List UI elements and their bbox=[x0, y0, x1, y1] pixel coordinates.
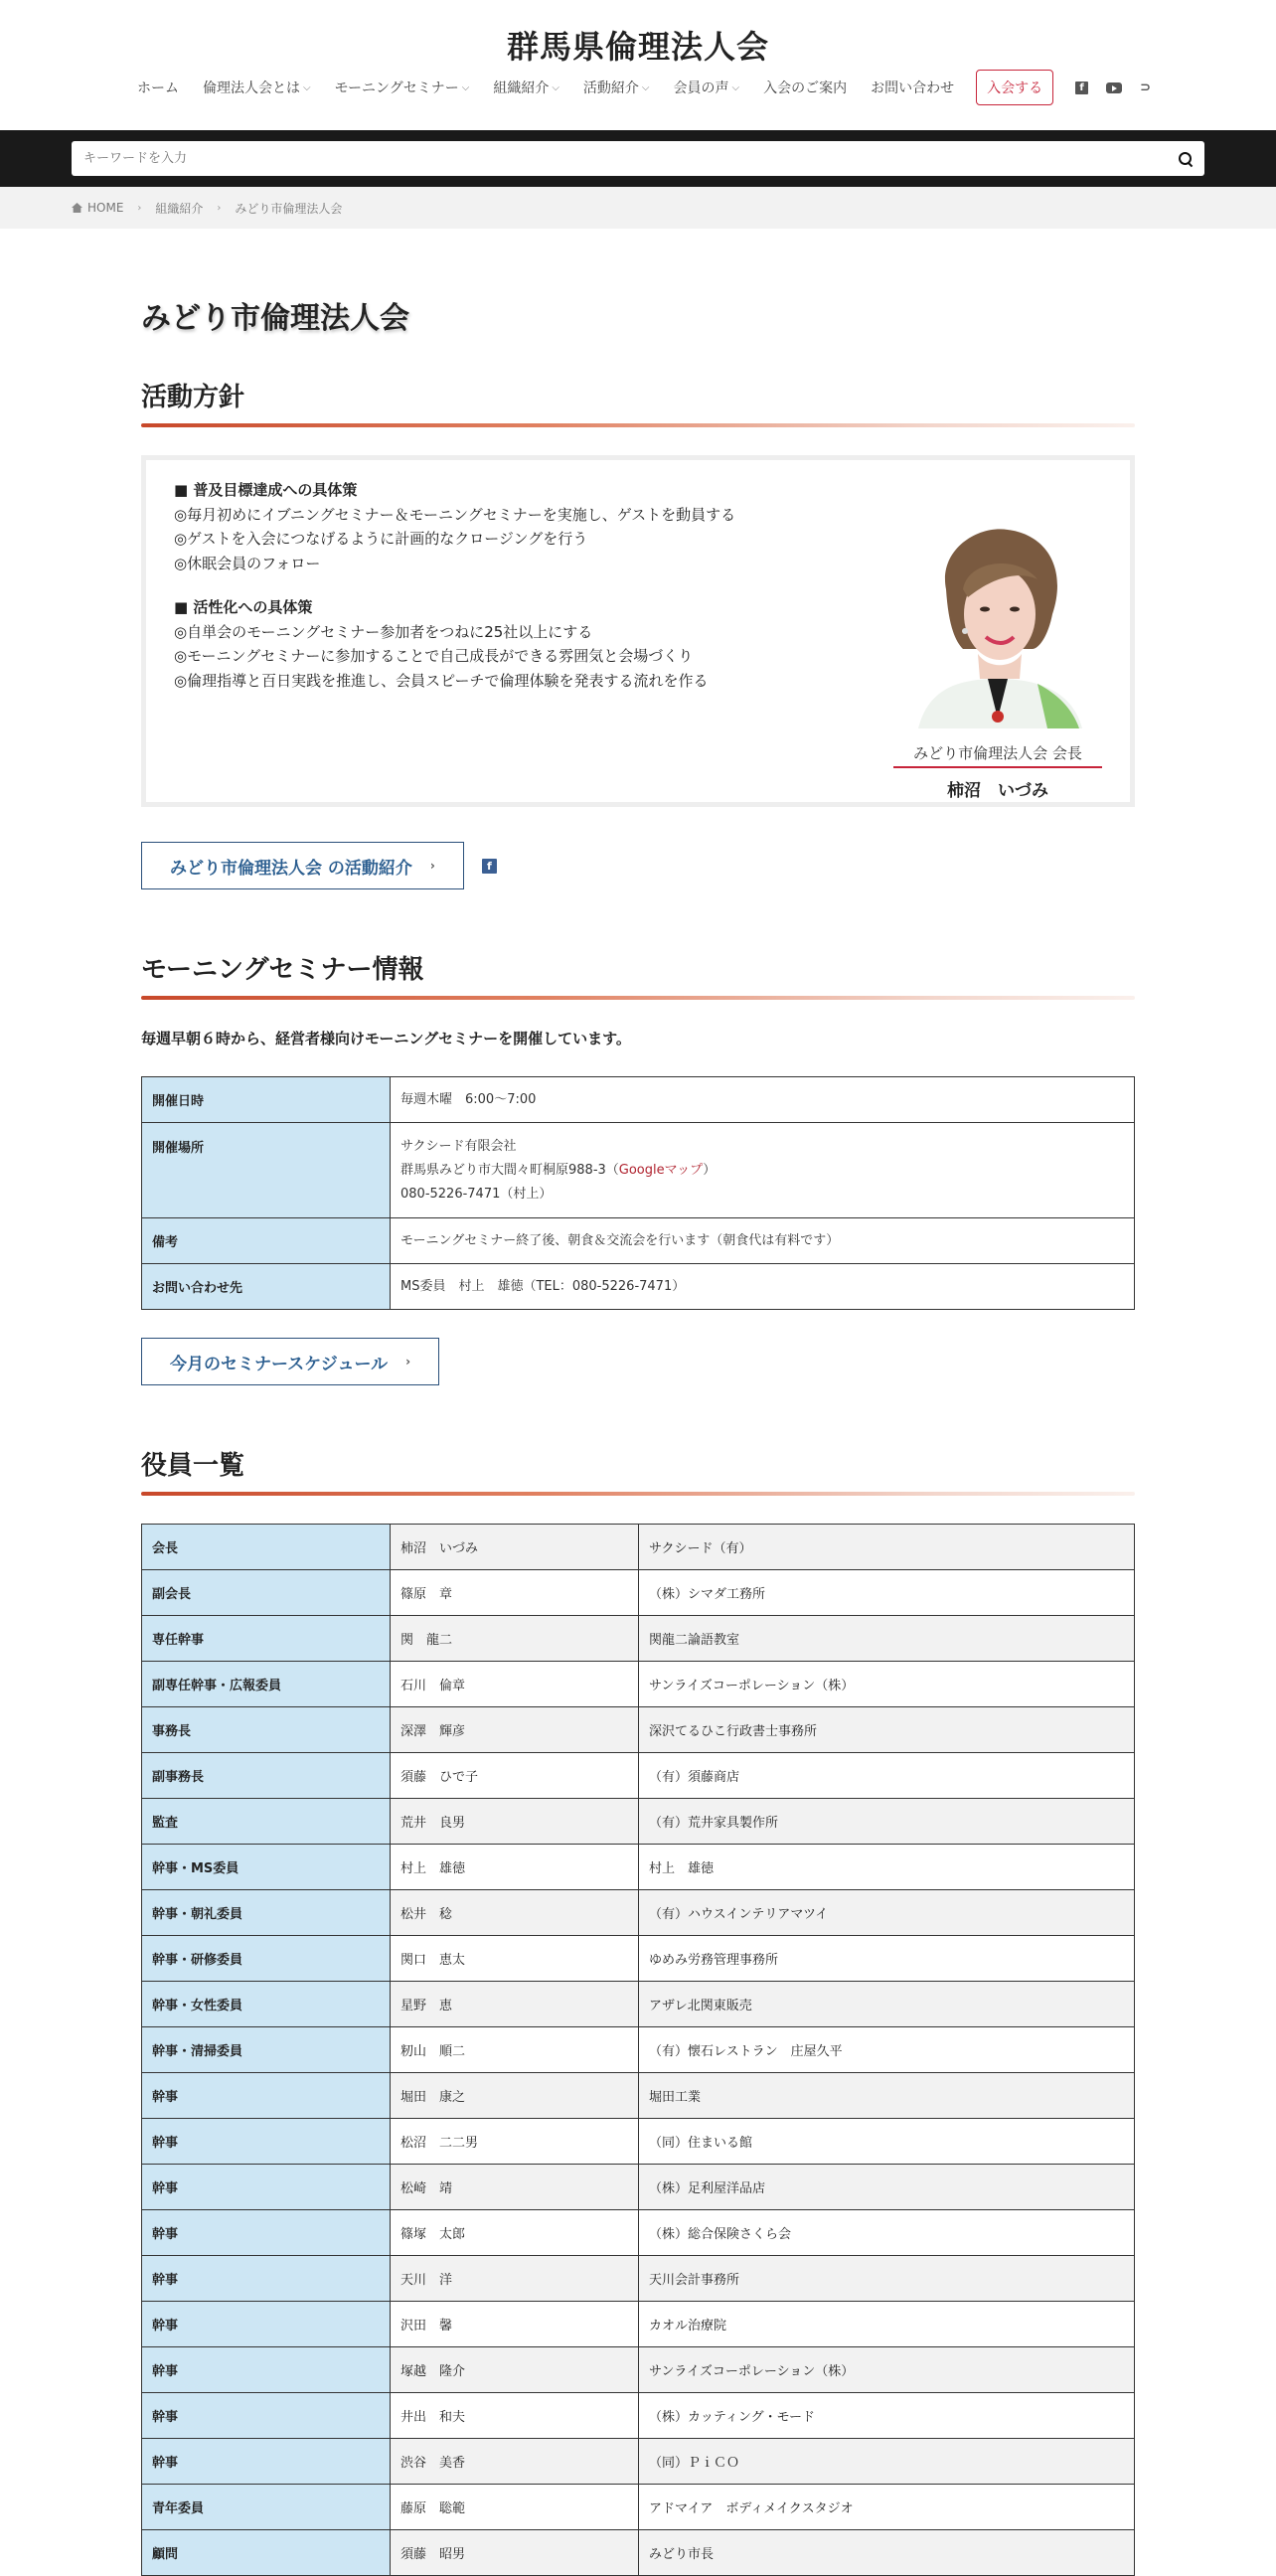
table-cell: モーニングセミナー終了後、朝食＆交流会を行います（朝食代は有料です） bbox=[391, 1218, 1135, 1264]
nav-item-organization[interactable]: 組織紹介 ⌵ bbox=[493, 80, 559, 96]
facebook-icon[interactable]: f bbox=[482, 859, 497, 874]
chevron-right-icon: › bbox=[217, 202, 222, 214]
officer-role-cell: 副専任幹事・広報委員 bbox=[142, 1662, 391, 1707]
chevron-down-icon: ⌵ bbox=[731, 81, 740, 93]
place-phone: 080-5226-7471（村上） bbox=[400, 1186, 553, 1202]
table-row bbox=[142, 2439, 1135, 2485]
officer-name-cell: 天川 洋 bbox=[391, 2256, 639, 2302]
officer-name-cell: 須藤 ひで子 bbox=[391, 1753, 639, 1799]
policy-item: ◎ゲストを入会につなげるように計画的なクロージングを行う bbox=[174, 530, 588, 548]
table-row bbox=[142, 1662, 1135, 1707]
chevron-down-icon: ⌵ bbox=[641, 81, 650, 93]
table-row bbox=[142, 1936, 1135, 1982]
table-header-cell: お問い合わせ先 bbox=[142, 1264, 391, 1310]
officer-org-cell: 村上 雄徳 bbox=[639, 1845, 1135, 1890]
officer-org-cell: （有）須藤商店 bbox=[639, 1753, 1135, 1799]
table-row bbox=[142, 1707, 1135, 1753]
officer-name-cell: 関口 恵太 bbox=[391, 1936, 639, 1982]
officer-role-cell: 幹事 bbox=[142, 2165, 391, 2210]
table-row bbox=[142, 2256, 1135, 2302]
officer-org-cell: サンライズコーポレーション（株） bbox=[639, 1662, 1135, 1707]
president-card bbox=[893, 478, 1102, 801]
officer-org-cell: （株）カッティング・モード bbox=[639, 2393, 1135, 2439]
officer-name-cell: 荒井 良男 bbox=[391, 1799, 639, 1845]
officer-org-cell: （株）総合保険さくら会 bbox=[639, 2210, 1135, 2256]
table-row bbox=[142, 2210, 1135, 2256]
president-portrait bbox=[908, 520, 1087, 728]
table-row bbox=[142, 1890, 1135, 1936]
nav-item-join-guide[interactable]: 入会のご案内 bbox=[763, 80, 848, 96]
breadcrumb bbox=[0, 187, 1276, 229]
chevron-right-icon: › bbox=[429, 859, 435, 873]
rss-icon[interactable]: ⊃ bbox=[1140, 80, 1152, 95]
table-row bbox=[142, 1077, 1135, 1123]
officer-name-cell: 篠塚 太郎 bbox=[391, 2210, 639, 2256]
chevron-right-icon: › bbox=[405, 1355, 411, 1368]
table-row bbox=[142, 2073, 1135, 2119]
table-row bbox=[142, 2302, 1135, 2347]
officer-name-cell: 塚越 隆介 bbox=[391, 2347, 639, 2393]
table-row bbox=[142, 1123, 1135, 1218]
seminar-lead: 毎週早朝６時から、経営者様向けモーニングセミナーを開催しています。 bbox=[141, 1030, 631, 1047]
president-role: みどり市倫理法人会 会長 bbox=[893, 742, 1102, 768]
site-header bbox=[0, 0, 1276, 130]
table-cell: 毎週木曜 6:00～7:00 bbox=[391, 1077, 1135, 1123]
table-row bbox=[142, 1799, 1135, 1845]
chevron-down-icon: ⌵ bbox=[302, 81, 311, 93]
policy-group-title: ■ 活性化への具体策 bbox=[174, 598, 313, 616]
officer-name-cell: 石川 倫章 bbox=[391, 1662, 639, 1707]
officer-name-cell: 村上 雄徳 bbox=[391, 1845, 639, 1890]
officer-org-cell: 深沢てるひこ行政書士事務所 bbox=[639, 1707, 1135, 1753]
officer-org-cell: サンライズコーポレーション（株） bbox=[639, 2347, 1135, 2393]
officer-name-cell: 松井 稔 bbox=[391, 1890, 639, 1936]
policy-item: ◎モーニングセミナーに参加することで自己成長ができる雰囲気と会場づくり bbox=[174, 647, 694, 665]
officer-name-cell: 沢田 馨 bbox=[391, 2302, 639, 2347]
officer-org-cell: 関龍二論語教室 bbox=[639, 1616, 1135, 1662]
chevron-down-icon: ⌵ bbox=[461, 81, 470, 93]
officer-org-cell: 堀田工業 bbox=[639, 2073, 1135, 2119]
nav-item-about[interactable]: 倫理法人会とは ⌵ bbox=[202, 80, 311, 96]
main-nav bbox=[0, 70, 1276, 105]
officer-org-cell: カオル治療院 bbox=[639, 2302, 1135, 2347]
officer-org-cell: （有）ハウスインテリアマツイ bbox=[639, 1890, 1135, 1936]
table-row bbox=[142, 1753, 1135, 1799]
officer-role-cell: 幹事 bbox=[142, 2210, 391, 2256]
facebook-icon[interactable]: f bbox=[1075, 81, 1088, 94]
policy-item: ◎毎月初めにイブニングセミナー＆モーニングセミナーを実施し、ゲストを動員する bbox=[174, 505, 736, 524]
policy-box bbox=[141, 455, 1135, 807]
main-content bbox=[141, 229, 1135, 2576]
table-row bbox=[142, 2393, 1135, 2439]
table-cell bbox=[391, 1123, 1135, 1218]
officers-table-body bbox=[142, 1525, 1135, 2576]
officer-org-cell: （株）足利屋洋品店 bbox=[639, 2165, 1135, 2210]
join-button[interactable]: 入会する bbox=[976, 70, 1053, 105]
activity-button[interactable]: みどり市倫理法人会 の活動紹介 › bbox=[141, 842, 464, 889]
officer-role-cell: 幹事・朝礼委員 bbox=[142, 1890, 391, 1936]
table-row bbox=[142, 2027, 1135, 2073]
search-box bbox=[72, 141, 1204, 176]
youtube-icon[interactable] bbox=[1106, 82, 1122, 93]
policy-item: ◎自単会のモーニングセミナー参加者をつねに25社以上にする bbox=[174, 622, 593, 641]
officer-org-cell: （同）ＰｉＣＯ bbox=[639, 2439, 1135, 2485]
policy-heading: 活動方針 bbox=[141, 377, 1135, 427]
president-name: 柿沼 いづみ bbox=[947, 781, 1048, 801]
officer-name-cell: 深澤 輝彦 bbox=[391, 1707, 639, 1753]
table-row bbox=[142, 1570, 1135, 1616]
nav-item-home[interactable]: ホーム bbox=[136, 80, 179, 96]
table-row bbox=[142, 1616, 1135, 1662]
officer-role-cell: 幹事・研修委員 bbox=[142, 1936, 391, 1982]
table-header-cell: 開催場所 bbox=[142, 1123, 391, 1218]
breadcrumb-current: みどり市倫理法人会 bbox=[235, 201, 343, 216]
table-row bbox=[142, 2485, 1135, 2530]
table-row bbox=[142, 1218, 1135, 1264]
officers-table bbox=[141, 1524, 1135, 2576]
nav-item-seminar[interactable]: モーニングセミナー ⌵ bbox=[334, 80, 470, 96]
officer-role-cell: 会長 bbox=[142, 1525, 391, 1570]
officer-name-cell: 須藤 昭男 bbox=[391, 2530, 639, 2576]
page-title: みどり市倫理法人会 bbox=[141, 301, 409, 336]
officer-name-cell: 篠原 章 bbox=[391, 1570, 639, 1616]
home-icon bbox=[72, 203, 82, 213]
officer-role-cell: 幹事 bbox=[142, 2302, 391, 2347]
seminar-table bbox=[141, 1076, 1135, 1310]
chevron-down-icon: ⌵ bbox=[552, 81, 559, 93]
seminar-heading: モーニングセミナー情報 bbox=[141, 949, 1135, 1000]
social-links bbox=[1075, 80, 1151, 95]
officer-role-cell: 幹事 bbox=[142, 2119, 391, 2165]
schedule-button[interactable]: 今月のセミナースケジュール › bbox=[141, 1338, 439, 1385]
officer-role-cell: 幹事 bbox=[142, 2073, 391, 2119]
chevron-right-icon: › bbox=[137, 202, 142, 214]
officer-role-cell: 専任幹事 bbox=[142, 1616, 391, 1662]
officers-heading: 役員一覧 bbox=[141, 1445, 1135, 1496]
breadcrumb-home[interactable]: HOME bbox=[87, 201, 124, 215]
officer-role-cell: 幹事 bbox=[142, 2347, 391, 2393]
officer-org-cell: サクシード（有） bbox=[639, 1525, 1135, 1570]
officer-name-cell: 関 龍二 bbox=[391, 1616, 639, 1662]
policy-item: ◎倫理指導と百日実践を推進し、会員スピーチで倫理体験を発表する流れを作る bbox=[174, 671, 709, 690]
nav-item-voices[interactable]: 会員の声 ⌵ bbox=[673, 80, 740, 96]
table-header-cell: 開催日時 bbox=[142, 1077, 391, 1123]
table-row bbox=[142, 1845, 1135, 1890]
table-row bbox=[142, 2530, 1135, 2576]
breadcrumb-organization[interactable]: 組織紹介 bbox=[155, 201, 204, 216]
place-address: 群馬県みどり市大間々町桐原988-3（Googleマップ） bbox=[400, 1162, 717, 1178]
officer-role-cell: 幹事・女性委員 bbox=[142, 1982, 391, 2027]
search-icon[interactable] bbox=[1179, 152, 1193, 166]
officer-org-cell: 天川会計事務所 bbox=[639, 2256, 1135, 2302]
officer-org-cell: （株）シマダ工務所 bbox=[639, 1570, 1135, 1616]
officer-org-cell: （有）懐石レストラン 庄屋久平 bbox=[639, 2027, 1135, 2073]
policy-group-title: ■ 普及目標達成への具体策 bbox=[174, 481, 358, 499]
officer-role-cell: 副事務長 bbox=[142, 1753, 391, 1799]
site-title[interactable]: 群馬県倫理法人会 bbox=[506, 28, 769, 66]
table-row bbox=[142, 1525, 1135, 1570]
officer-role-cell: 顧問 bbox=[142, 2530, 391, 2576]
nav-item-activities[interactable]: 活動紹介 ⌵ bbox=[582, 80, 650, 96]
table-row bbox=[142, 2347, 1135, 2393]
table-header-cell: 備考 bbox=[142, 1218, 391, 1264]
officer-role-cell: 青年委員 bbox=[142, 2485, 391, 2530]
place-name: サクシード有限会社 bbox=[400, 1138, 517, 1154]
officer-role-cell: 監査 bbox=[142, 1799, 391, 1845]
officer-org-cell: ゆめみ労務管理事務所 bbox=[639, 1936, 1135, 1982]
policy-text bbox=[174, 478, 735, 782]
officer-role-cell: 幹事 bbox=[142, 2393, 391, 2439]
officer-org-cell: アドマイア ボディメイクスタジオ bbox=[639, 2485, 1135, 2530]
officer-name-cell: 藤原 聡範 bbox=[391, 2485, 639, 2530]
officer-name-cell: 堀田 康之 bbox=[391, 2073, 639, 2119]
table-cell: MS委員 村上 雄徳（TEL：080-5226-7471） bbox=[391, 1264, 1135, 1310]
table-row bbox=[142, 2165, 1135, 2210]
officer-name-cell: 星野 恵 bbox=[391, 1982, 639, 2027]
policy-item: ◎休眠会員のフォロー bbox=[174, 554, 321, 572]
search-input[interactable] bbox=[83, 151, 1179, 166]
nav-item-contact[interactable]: お問い合わせ bbox=[871, 80, 955, 96]
officer-role-cell: 副会長 bbox=[142, 1570, 391, 1616]
search-bar bbox=[0, 130, 1276, 187]
officer-name-cell: 渋谷 美香 bbox=[391, 2439, 639, 2485]
officer-role-cell: 幹事 bbox=[142, 2439, 391, 2485]
officer-org-cell: アザレ北関東販売 bbox=[639, 1982, 1135, 2027]
table-row bbox=[142, 2119, 1135, 2165]
officer-org-cell: （同）住まいる館 bbox=[639, 2119, 1135, 2165]
table-row bbox=[142, 1982, 1135, 2027]
officer-name-cell: 松崎 靖 bbox=[391, 2165, 639, 2210]
table-row bbox=[142, 1264, 1135, 1310]
activity-link-row bbox=[141, 842, 1135, 889]
officer-name-cell: 松沼 二二男 bbox=[391, 2119, 639, 2165]
officer-name-cell: 柿沼 いづみ bbox=[391, 1525, 639, 1570]
officer-role-cell: 幹事・清掃委員 bbox=[142, 2027, 391, 2073]
officer-role-cell: 事務長 bbox=[142, 1707, 391, 1753]
officer-role-cell: 幹事・MS委員 bbox=[142, 1845, 391, 1890]
google-map-link[interactable]: Googleマップ bbox=[618, 1162, 704, 1178]
officer-role-cell: 幹事 bbox=[142, 2256, 391, 2302]
officer-org-cell: （有）荒井家具製作所 bbox=[639, 1799, 1135, 1845]
officer-org-cell: みどり市長 bbox=[639, 2530, 1135, 2576]
officer-name-cell: 井出 和夫 bbox=[391, 2393, 639, 2439]
officer-name-cell: 籾山 順二 bbox=[391, 2027, 639, 2073]
